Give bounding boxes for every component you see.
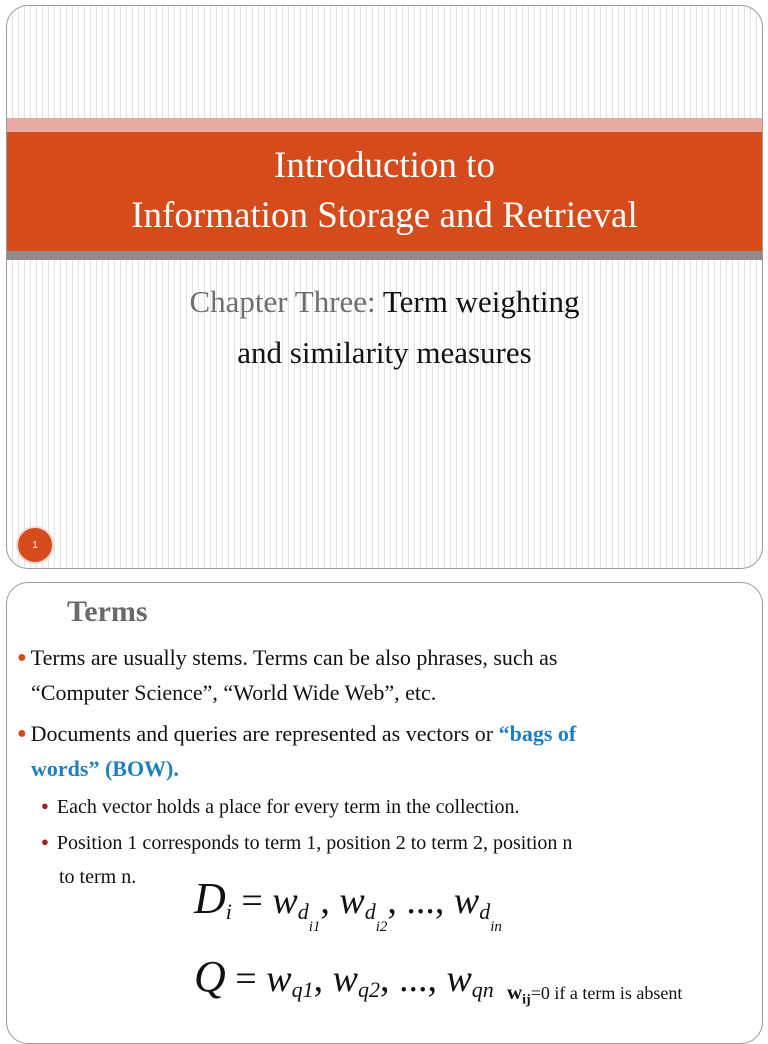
subtitle-topic-part1: Term weighting bbox=[382, 284, 580, 319]
subtitle-line-2: and similarity measures bbox=[237, 335, 532, 370]
query-vector-formula: Q = wq1, wq2, ..., wqn bbox=[194, 952, 494, 1002]
document-vector-formula: $Di = wd_{i1}$, $wd_{i2}$, ..., $wd_{in}$ bbox=[194, 874, 502, 935]
chapter-label: Chapter Three: bbox=[189, 284, 383, 319]
pink-stripe bbox=[7, 118, 762, 132]
slide-title bbox=[7, 141, 762, 241]
bow-highlight-1: “bags of bbox=[498, 721, 577, 746]
absent-term-note bbox=[507, 980, 682, 1009]
gray-stripe bbox=[7, 251, 762, 260]
page-number-badge: 1 bbox=[16, 526, 54, 564]
bullet2-text: Documents and queries are represented as vectors or bbox=[30, 721, 499, 746]
title-line-1: Introduction to bbox=[274, 145, 495, 186]
bullet-dot-icon: ● bbox=[17, 649, 27, 666]
bullet-terms bbox=[17, 640, 752, 710]
bullet1-line2: “Computer Science”, “World Wide Web”, etc. bbox=[31, 680, 437, 705]
subtitle-line-1 bbox=[7, 276, 762, 327]
bow-highlight-2: words” (BOW). bbox=[31, 756, 179, 781]
absent-note-text: =0 if a term is absent bbox=[530, 983, 683, 1003]
sub-bullet-2-line1: Position 1 corresponds to term 1, position 2 to term 2, position n bbox=[56, 832, 573, 854]
bullet-documents bbox=[17, 716, 752, 786]
bullet-dot-icon: ● bbox=[17, 725, 27, 742]
sub-bullet-dot-icon: ● bbox=[41, 834, 49, 849]
bullet1-line1: Terms are usually stems. Terms can be also phrases, such as bbox=[30, 645, 558, 670]
slide-subtitle bbox=[7, 276, 762, 378]
sub-bullet-vector bbox=[41, 789, 741, 824]
weight-variable: w bbox=[507, 980, 523, 1004]
title-slide bbox=[6, 5, 763, 569]
sub-bullet-1-text: Each vector holds a place for every term in the collection. bbox=[56, 796, 520, 818]
terms-slide bbox=[6, 582, 763, 1044]
sub-bullet-2-line2: to term n. bbox=[59, 866, 137, 888]
slide-heading: Terms bbox=[67, 595, 148, 628]
weight-subscript: ij bbox=[522, 992, 531, 1008]
title-line-2: Information Storage and Retrieval bbox=[131, 195, 638, 236]
sub-bullet-dot-icon: ● bbox=[41, 798, 49, 813]
